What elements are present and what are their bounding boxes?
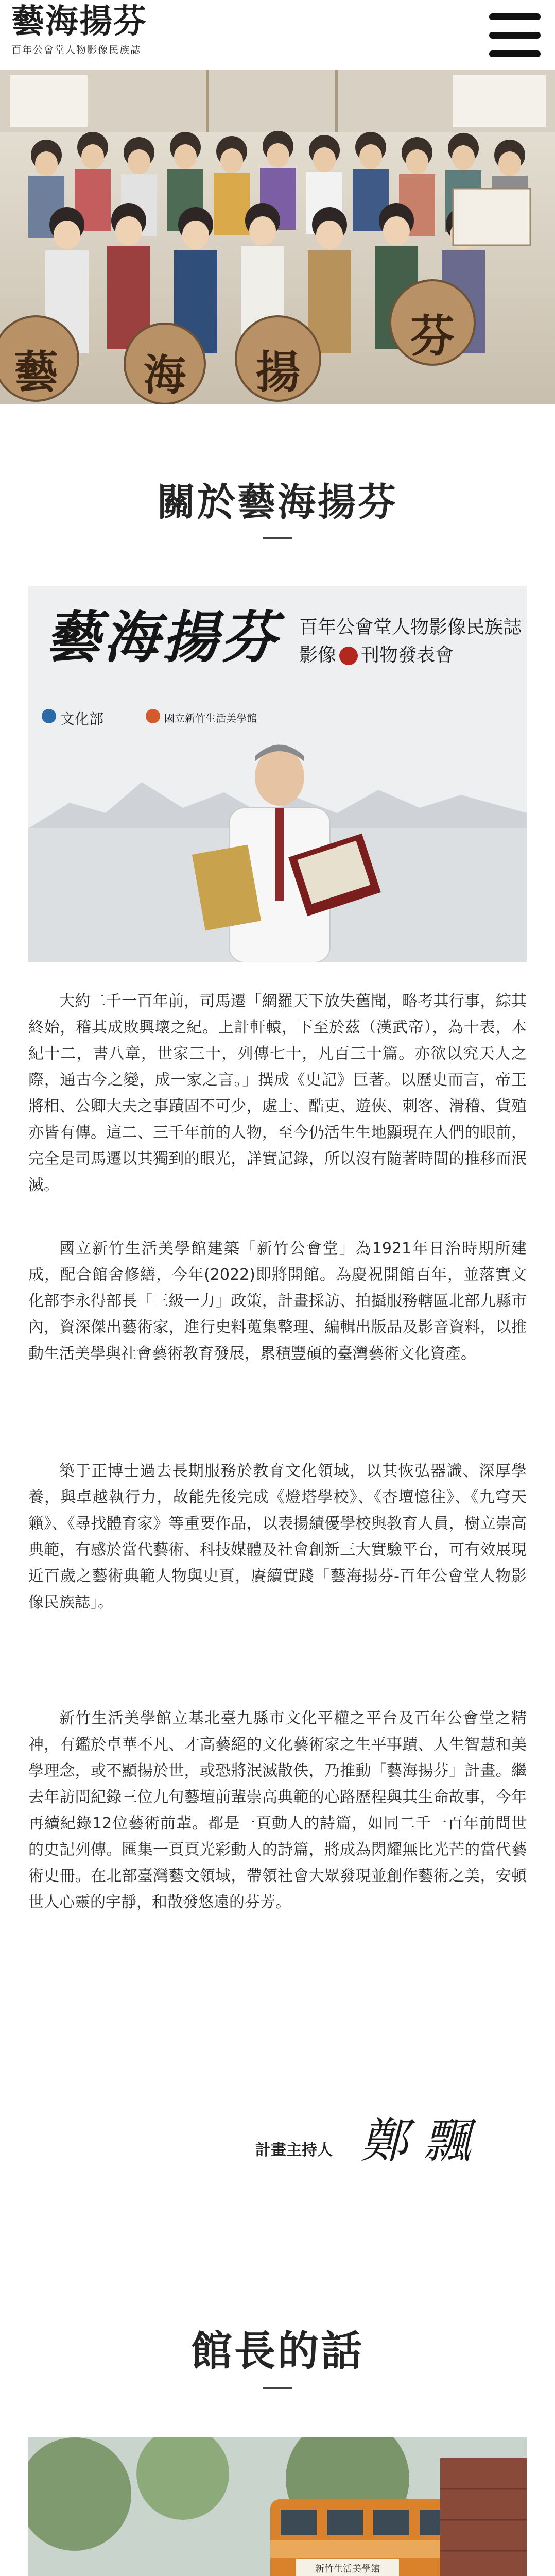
signature-host: 鄭飄 — [360, 2113, 487, 2168]
banner-badge — [339, 647, 358, 665]
title-underline — [263, 2387, 292, 2389]
hero-sign-1: 藝 — [14, 346, 58, 398]
hero-sign-3: 揚 — [256, 346, 300, 398]
director-photo — [28, 2437, 527, 2576]
signature-label-host: 計畫主持人 — [255, 2141, 333, 2159]
about-paragraph-1: 大約二千一百年前，司馬遷「網羅天下放失舊聞，略考其行事，綜其終始，稽其成敗興壞之紀。上計軒轅，下至於茲（漢武帝），為十表，本紀十二，書八章，世家三十，列傳七十，凡百三十篇。亦欲以究天人之際，通古今之變，成一家之言。」撰成《史記》巨著。以歷史而言，帝王將相、公卿大夫之事蹟固不可少，處士、酷吏、遊俠、刺客、滑稽、貨殖亦皆有傳。這二、三千年前的人物，至今仍活生生地顯現在人們的眼前，完全是司馬遷以其獨到的眼光，詳實記錄，所以沒有隨著時間的推移而泯滅。 — [28, 992, 527, 1194]
banner-logo-left: 文化部 — [60, 710, 104, 727]
photo-sign-text: 新竹生活美學館 — [315, 2564, 380, 2574]
banner-subtitle-line1: 百年公會堂人物影像民族誌 — [299, 617, 522, 638]
site-logo[interactable] — [11, 3, 181, 67]
hero-group-photo — [0, 70, 555, 404]
banner-subtitle-line2 — [299, 644, 521, 667]
about-paragraph-4: 新竹生活美學館立基北臺九縣市文化平權之平台及百年公會堂之精神，有鑑於卓華不凡、才高藝絕的文化藝術家之生平事蹟、人生智慧和美學理念，或不顯揚於世，或恐將泯滅散佚，乃推動「藝海揚芬」計畫。繼去年訪問紀錄三位九旬藝壇前輩崇高典範的心路歷程與其生命故事，今年再續紀錄12位藝術前輩。都是一頁動人的詩篇，如同二千一百年前問世的史記列傳。匯集一頁頁光彩動人的詩篇，將成為閃耀無比光芒的當代藝術史冊。在北部臺灣藝文領域，帶領社會大眾發現並創作藝術之美，安頓世人心靈的宇靜，和散發悠遠的芬芳。 — [28, 1709, 527, 1911]
logo-subtitle: 百年公會堂人物影像民族誌 — [11, 44, 142, 56]
section-title-about: 關於藝海揚芬 — [157, 480, 398, 524]
banner-logo-right: 國立新竹生活美學館 — [164, 712, 257, 724]
banner-calligraphy: 藝海揚芬 — [45, 605, 280, 670]
about-paragraph-2: 國立新竹生活美學館建築「新竹公會堂」為1921年日治時期所建成，配合館舍修繕，今年(2022)即將開館。為慶祝開館百年，並落實文化部李永得部長「三級一力」政策，計畫採訪、拍攝服務轄區北部九縣市內，資深傑出藝術家，進行史料蒐集整理、編輯出版品及影音資料，以推動生活美學與社會藝術教育發展，累積豐碩的臺灣藝術文化資產。 — [28, 1240, 527, 1363]
banner-subtitle-b: 刊物發表會 — [361, 645, 454, 666]
banner-subtitle-a: 影像 — [299, 645, 337, 666]
hamburger-menu-icon[interactable] — [489, 9, 541, 61]
title-underline — [263, 537, 292, 539]
hero-sign-4: 芬 — [410, 310, 455, 362]
logo-title: 藝海揚芬 — [11, 2, 147, 41]
hero-sign-2: 海 — [143, 350, 186, 400]
section-title-director: 館長的話 — [191, 2327, 364, 2375]
site-header — [0, 0, 555, 70]
press-conference-photo — [28, 586, 527, 962]
about-paragraph-3: 築于正博士過去長期服務於教育文化領域，以其恢弘器識、深厚學養，與卓越執行力，故能先後完成《燈塔學校》、《杏壇憶往》、《九穹天籟》、《尋找體育家》等重要作品，以表揚績優學校與教育人員，樹立崇高典範，有感於當代藝術、科技媒體及社會創新三大實驗平台，可有效展現近百歲之藝術典範人物與史頁，賡續實踐「藝海揚芬-百年公會堂人物影像民族誌」。 — [28, 1462, 527, 1612]
